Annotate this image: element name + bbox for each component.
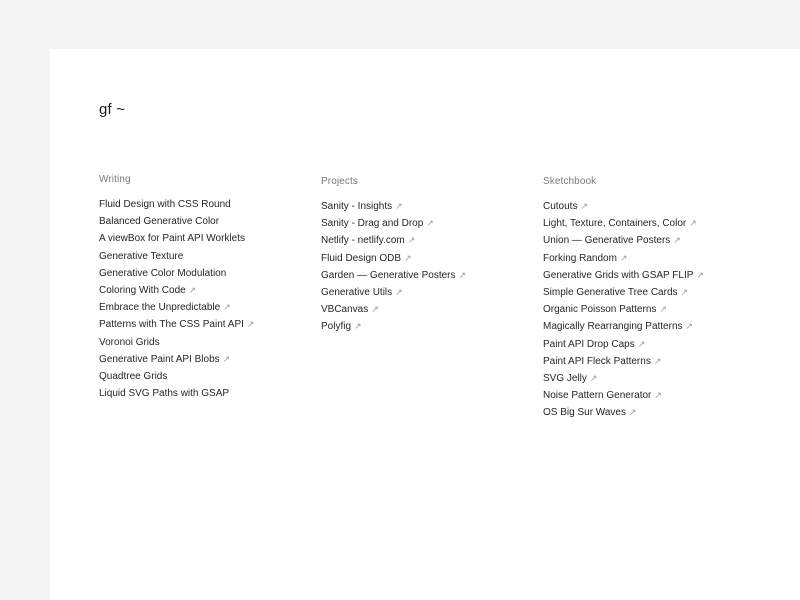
projects-link[interactable]: Sanity - Insights [321,201,393,212]
projects-list-item [321,232,536,249]
arrow-up-right-icon: ↗ [685,321,694,332]
writing-link[interactable]: A viewBox for Paint API Worklets [99,233,245,245]
sketchbook-link[interactable]: Paint API Drop Caps [543,338,635,350]
projects-link[interactable]: VBCanvas [321,304,369,316]
writing-list-item [99,282,314,299]
arrow-up-right-icon: ↗ [637,338,646,349]
sketchbook-list-item [543,250,758,267]
projects-list-item [321,250,536,267]
page-sheet [50,49,800,600]
arrow-up-right-icon: ↗ [589,372,598,383]
sketchbook-list-item [543,301,758,318]
sketchbook-link[interactable]: Union — Generative Posters [543,235,671,247]
sketchbook-link[interactable]: Forking Random [543,252,617,264]
sketchbook-link[interactable]: Generative Grids with GSAP FLIP [543,269,694,281]
writing-link[interactable]: Balanced Generative Color [99,216,220,228]
sketchbook-list-item [543,336,758,353]
arrow-up-right-icon: ↗ [222,353,231,364]
sketchbook-link[interactable]: OS Big Sur Waves [543,407,626,419]
arrow-up-right-icon: ↗ [580,201,589,211]
writing-link[interactable]: Coloring With Code [99,284,186,296]
arrow-up-right-icon: ↗ [659,304,667,315]
writing-link[interactable]: Generative Paint API Blobs [99,353,220,365]
projects-link[interactable]: Sanity - Drag and Drop [321,218,424,230]
writing-list-item [99,213,314,230]
projects-heading: Projects [321,176,358,187]
writing-list-item [99,196,314,213]
projects-list-item [321,284,536,301]
writing-list-item [99,316,314,333]
sketchbook-list-item [543,232,758,249]
arrow-up-right-icon: ↗ [619,252,628,263]
writing-heading: Writing [99,174,131,185]
writing-link[interactable]: Quadtree Grids [99,370,168,382]
site-logo[interactable]: gf ~ [99,101,126,118]
projects-link[interactable]: Garden — Generative Posters [321,269,456,281]
arrow-up-right-icon: ↗ [654,390,662,401]
writing-link[interactable]: Voronoi Grids [99,336,160,348]
sketchbook-link[interactable]: Cutouts [543,201,578,212]
writing-list-item [99,368,314,385]
writing-list-item [99,248,314,265]
sketchbook-column [543,176,758,421]
sketchbook-link[interactable]: Paint API Fleck Patterns [543,355,651,367]
writing-link[interactable]: Generative Texture [99,250,184,262]
sketchbook-list-item [543,284,758,301]
arrow-up-right-icon: ↗ [426,218,434,229]
writing-link[interactable]: Liquid SVG Paths with GSAP [99,388,230,400]
projects-list-item [321,198,536,215]
projects-link[interactable]: Netlify - netlify.com [321,235,405,247]
arrow-up-right-icon: ↗ [395,286,403,297]
arrow-up-right-icon: ↗ [395,201,403,211]
arrow-up-right-icon: ↗ [680,286,689,297]
arrow-up-right-icon: ↗ [223,302,231,313]
arrow-up-right-icon: ↗ [371,304,379,315]
sketchbook-list-item [543,353,758,370]
writing-list-item [99,299,314,316]
writing-list-item [99,385,314,402]
writing-list-item [99,351,314,368]
sketchbook-link[interactable]: Light, Texture, Containers, Color [543,218,687,230]
sketchbook-list-item [543,215,758,232]
sketchbook-list-item [543,404,758,421]
arrow-up-right-icon: ↗ [689,218,697,229]
sketchbook-list-item [543,387,758,404]
sketchbook-link[interactable]: SVG Jelly [543,372,587,384]
arrow-up-right-icon: ↗ [673,235,681,246]
sketchbook-heading: Sketchbook [543,176,597,187]
arrow-up-right-icon: ↗ [696,269,704,280]
arrow-up-right-icon: ↗ [246,319,255,330]
sketchbook-list-item [543,198,758,215]
arrow-up-right-icon: ↗ [653,355,662,366]
projects-list-item [321,318,536,335]
writing-link[interactable]: Fluid Design with CSS Round [99,199,231,210]
writing-list [99,196,314,402]
writing-link[interactable]: Patterns with The CSS Paint API [99,319,244,331]
writing-link[interactable]: Embrace the Unpredictable [99,302,221,314]
projects-column [321,176,536,336]
writing-list-item [99,230,314,247]
projects-list-item [321,215,536,232]
writing-column [99,174,314,402]
writing-list-item [99,265,314,282]
arrow-up-right-icon: ↗ [629,407,637,418]
projects-list-item [321,267,536,284]
sketchbook-list-item [543,318,758,335]
projects-link[interactable]: Fluid Design ODB [321,252,402,264]
sketchbook-link[interactable]: Organic Poisson Patterns [543,304,657,316]
sketchbook-link[interactable]: Magically Rearranging Patterns [543,321,683,333]
arrow-up-right-icon: ↗ [404,252,412,263]
writing-link[interactable]: Generative Color Modulation [99,267,227,279]
arrow-up-right-icon: ↗ [354,321,362,332]
sketchbook-list-item [543,370,758,387]
projects-link[interactable]: Polyfig [321,321,352,333]
arrow-up-right-icon: ↗ [188,284,197,295]
sketchbook-link[interactable]: Simple Generative Tree Cards [543,286,678,298]
projects-link[interactable]: Generative Utils [321,286,393,298]
arrow-up-right-icon: ↗ [407,235,416,246]
sketchbook-list-item [543,267,758,284]
projects-list-item [321,301,536,318]
arrow-up-right-icon: ↗ [458,269,467,280]
writing-list-item [99,334,314,351]
sketchbook-link[interactable]: Noise Pattern Generator [543,390,652,402]
sketchbook-list [543,198,758,421]
projects-list [321,198,536,336]
